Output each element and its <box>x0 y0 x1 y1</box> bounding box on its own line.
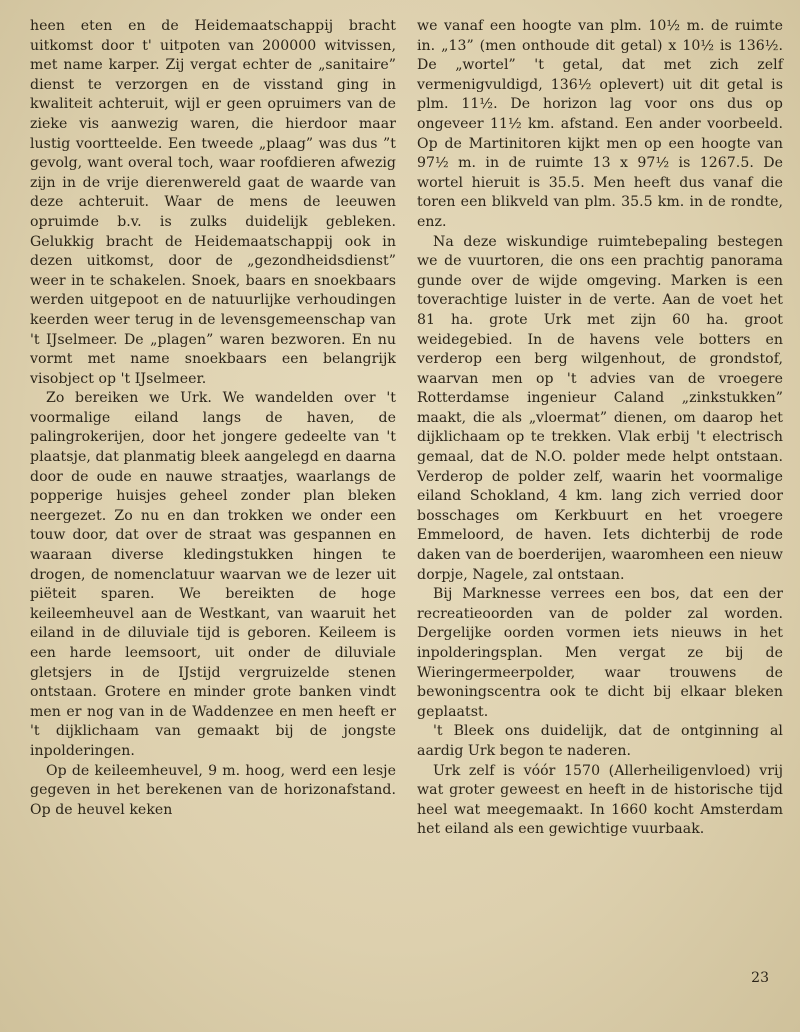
paragraph: Na deze wiskundige ruimtebepaling bestegen we de vuurtoren, die ons een prachtig panorama gunde over de wijde omgeving. Marken is een toverachtige luister in de verte. Aan de voet het 81 ha. grote Urk met zijn 60 ha. groot weidegebied. In de havens vele botters en verderop een berg wilgenhout, de grondstof, waarvan men op 't advies van de vroegere Rotterdamse ingenieur Caland „zinkstukken” maakt, die als „vloermat” dienen, om daarop het dijklichaam op te trekken. Vlak erbij 't electrisch gemaal, dat de N.O. polder mede helpt ontstaan. Verderop de polder zelf, waarin het voormalige eiland Schokland, 4 km. lang zich verried door bosschages om Kerkbuurt en het vroegere Emmeloord, de haven. Iets dichterbij de rode daken van de boerderijen, waaromheen een nieuw dorpje, Nagele, zal ontstaan. <box>417 233 783 583</box>
page-number: 23 <box>751 970 769 986</box>
right-text-column <box>417 17 783 840</box>
paragraph: Bij Marknesse verrees een bos, dat een der recreatieoorden van de polder zal worden. Dergelijke oorden vormen iets nieuws in het inpolderingsplan. Men vergat ze bij de Wieringermeerpolder, waar trouwens de bewoningscentra ook te dicht bij elkaar bleken geplaatst. <box>417 586 783 720</box>
paragraph: Urk zelf is vóór 1570 (Allerheiligenvloed) vrij wat groter geweest en heeft in de historische tijd heel wat meegemaakt. In 1660 kocht Amsterdam het eiland als een gewichtige vuurbaak. <box>417 762 783 838</box>
left-text-column <box>30 17 396 820</box>
paragraph: we vanaf een hoogte van plm. 10½ m. de ruimte in. „13” (men onthoude dit getal) x 10½ is 136½. De „wortel” 't getal, dat met zich zelf vermenigvuldigd, 136½ oplevert) uit dit getal is plm. 11½. De horizon lag voor ons dus op ongeveer 11½ km. afstand. Een ander voorbeeld. Op de Martinitoren kijkt men op een hoogte van 97½ m. in de ruimte 13 x 97½ is 1267.5. De wortel hieruit is 35.5. Men heeft dus vanaf die toren een blikveld van plm. 35.5 km. in de rondte, enz. <box>417 18 783 230</box>
paragraph: Op de keileemheuvel, 9 m. hoog, werd een lesje gegeven in het berekenen van de horizonafstand. Op de heuvel keken <box>30 762 396 818</box>
paragraph: 't Bleek ons duidelijk, dat de ontginning al aardig Urk begon te naderen. <box>417 723 783 759</box>
paragraph: heen eten en de Heidemaatschappij bracht uitkomst door t' uitpoten van 200000 witvissen, met name karper. Zij vergat echter de „sanitaire” dienst te verzorgen en de visstand ging in kwaliteit achteruit, wijl er geen opruimers van de zieke vis aanwezig waren, die hierdoor maar lustig voortteelde. Een tweede „plaag” was dus ”t gevolg, want overal toch, waar roofdieren afwezig zijn in de vrije dierenwereld gaat de waarde van deze achteruit. Waar de mens de leeuwen opruimde b.v. is zulks duidelijk gebleken. Gelukkig bracht de Heidemaatschappij ook in dezen uitkomst, door de „gezondheidsdienst” weer in te schakelen. Snoek, baars en snoekbaars werden uitgepoot en de natuurlijke verhoudingen keerden weer terug in de levensgemeenschap van 't IJselmeer. De „plagen” waren bezworen. En nu vormt met name snoekbaars een belangrijk visobject op 't IJselmeer. <box>30 18 396 387</box>
paragraph: Zo bereiken we Urk. We wandelden over 't voormalige eiland langs de haven, de palingrokerijen, door het jongere gedeelte van 't plaatsje, dat planmatig bleek aangelegd en daarna door de oude en nauwe straatjes, waarlangs de popperige huisjes geheel zonder plan bleken neergezet. Zo nu en dan trokken we onder een touw door, dat over de straat was gespannen en waaraan diverse kledingstukken hingen te drogen, de nomenclatuur waarvan we de lezer uit piëteit sparen. We bereikten de hoge keileemheuvel aan de Westkant, van waaruit het eiland in de diluviale tijd is geboren. Keileem is een harde leemsoort, uit onder de diluviale gletsjers in de IJstijd vergruizelde stenen ontstaan. Grotere en minder grote banken vindt men er nog van in de Waddenzee en men heeft er 't dijklichaam van gemaakt bij de jongste inpolderingen. <box>30 390 396 759</box>
